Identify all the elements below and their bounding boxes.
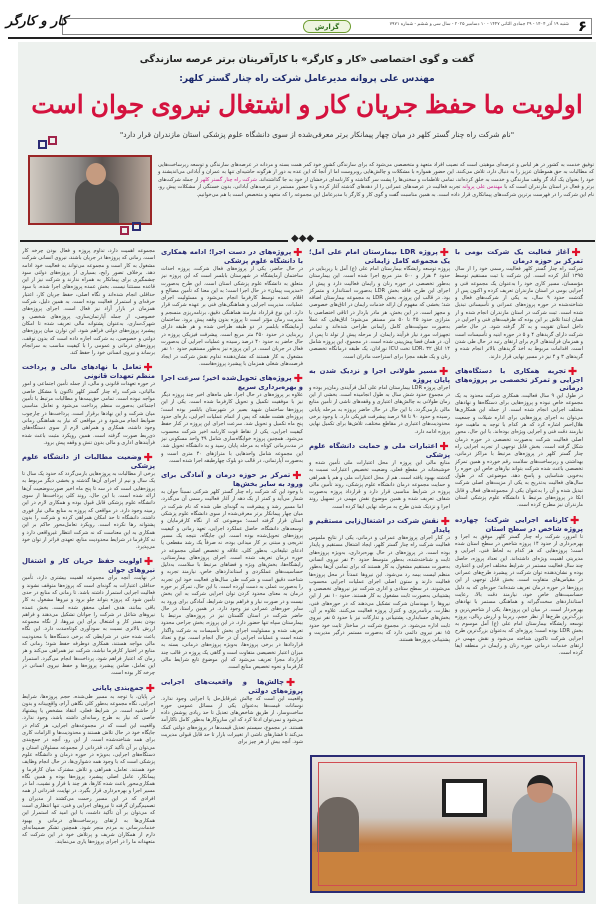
section-body: علاوه بر پروژه‌های در حال اجرا، طی ماه‌های اخیر چند پروژه دیگر نیز با موفقیت تکمیل و تحویل کارفرما شده است. یکی از این پروژه‌ها ساختمان شهید بصیر در شهرستان بابلسر بوده است؛ پروژه‌ای هشت طبقه که پس از اتمام عملیات اجرایی، بازه‌ای حدود پنج ماه تکمیل و تحویل شد. سرعت اجرای این پروژه در کنار حفظ کیفیت اجرایی، یکی از نقاط قوت کارنامه اخیر شرکت محسوب می‌شود. همچنین پروژه خوابگاه‌سازی شامل ۴۹ واحد مسکونی نیز در مدت‌زمانی کوتاه به مرحله پایان رسید و به دانشگاه تحویل شد. این مجموعه شامل واحدهایی با متراژهای ۴۰ متری است و به‌صورت آپارتمانی، در قالب دو بلوک چهارطبقه اجرا شده است. bbox=[161, 392, 303, 464]
decor-square-icon bbox=[38, 140, 47, 149]
section-heading: ✚تعامل با نهادهای مالی و پرداخت منظم تعهدات قانونی bbox=[22, 361, 155, 381]
red-cross-icon: ✚ bbox=[571, 248, 583, 259]
decor-square-icon bbox=[120, 226, 129, 235]
red-cross-icon: ✚ bbox=[293, 248, 303, 259]
article-subtitle: مهندس علی پروانه مدیرعامل شرکت راه چنار گستر کلهر: bbox=[179, 74, 435, 84]
meeting-photo bbox=[310, 755, 585, 893]
column-4 bbox=[22, 248, 155, 903]
column-2 bbox=[309, 248, 450, 745]
section-body: پروژه توسعه زایشگاه بیمارستان امام علی (ع) آمل با زیربنایی در حدود ۴ هزار و ۵۰۰ متر مربع اجرا شده است. این بیمارستان به‌طور تخصصی در حوزه زنان و زایمان فعالیت دارد و پیش از اجرای این طرح، فاقد بخش LDR به‌صورت استاندارد و متمرکز بود. در قالب این پروژه، بخش LDR به مجموعه بیمارستان اضافه شد؛ بخشی که مفهوم آن ارائه خدمات زایمان در اتاق‌های خصوصی و مجهز است. در این بخش، هر مادر باردار در اتاقی اختصاصی با متراژی حدود ۴۵ تا ۵۰ متر مستقر می‌شود؛ اتاق‌هایی که عملاً به‌صورت سوئیت‌های کامل زایمانی طراحی شده‌اند و تمامی تجهیزات مورد نیاز فرآیند زایمان، از مرحله پیش از تولد تا پس از آن، در همان فضا پیش‌بینی شده است. در مجموع، این پروژه شامل ۱۴ اتاق LDR، ۳۲ تخت ICU نوزادان، یک طبقه درمانگاه تخصصی زنان و یک طبقه مجزا برای استراحت مادران است. bbox=[309, 266, 450, 360]
column-3 bbox=[161, 248, 303, 903]
section-heading: ✚تجربه همکاری با دستگاه‌های اجرایی و تمرکز تخصصی بر پروژه‌های درمانی bbox=[455, 364, 583, 392]
section-heading: ✚پروژه‌های در دست اجرا؛ ادامه همکاری با دانشگاه علوم پزشکی bbox=[161, 248, 303, 265]
section-body: در طول این ۹ سال فعالیت، همکاری شرکت محدود به یک مجموعه خاص نبوده و پروژه‌هایی برای دستگاه‌ها و نهادهای مختلف اجرایی انجام شده است. از جمله این همکاری‌ها می‌توان به اجرای پروژه‌هایی برای اداره شیلات و جمعیت هلال‌احمر اشاره کرد که هر کدام با توجه به ماهیت خود نیازمند دقت فنی و اجرایی ویژه‌ای بوده‌اند. با این حال، محور اصلی فعالیت شرکت به‌صورت تخصصی در حوزه درمان شکل گرفته است. بخش قابل توجهی از تجربه اجرایی راه چنار گستر کلهر در پروژه‌های مرتبط با مراکز درمانی، بهداشتی و زیرساخت‌های سلامت رقم خورده و همین تمرکز تخصصی باعث شده شرکت بتواند نیازهای خاص این حوزه را به‌خوبی شناسایی و پاسخ دهد. موضوعی که در طول سال‌های فعالیت به‌تدریج به یکی از مزیت‌های اصلی شرکت تبدیل شده و آن را به‌عنوان یکی از مجموعه‌های فعال و قابل اتکا در پروژه‌های مرتبط با دانشگاه علوم پزشکی استان مازندران نیز مطرح کرده است. bbox=[455, 392, 583, 509]
section-heading: ✚نقش شرکت در اشتغال‌زایی مستقیم و پایدار bbox=[309, 515, 450, 535]
section-heading: ✚وضعیت مطالبات از دانشگاه علوم پزشکی bbox=[22, 451, 155, 471]
section-heading: ✚جمع‌بندی پایانی bbox=[92, 681, 155, 695]
header-rule bbox=[8, 37, 592, 39]
decor-square-icon bbox=[132, 222, 141, 231]
red-cross-icon: ✚ bbox=[439, 364, 450, 378]
section-heading: ✚کارنامه اجرایی شرکت؛ چهارده پروژه شاخص در سطح استان bbox=[455, 513, 583, 533]
company-name: شرکت راه چنار گستر کلهر bbox=[200, 176, 257, 183]
red-cross-icon: ✚ bbox=[286, 675, 303, 689]
section-heading: ✚چالش‌ها و واقعیت‌های اجرایی پروژه‌های دولتی bbox=[161, 675, 303, 695]
section-body: واقعیت این است که چالش غیرقابل‌حل یا اجرایی وجود ندارد. نوسانات قیمت‌ها به‌عنوان یکی از مسائل عمومی حوزه ساخت‌وساز، از طریق شاخص‌های تعدیل تا حد زیادی پوشش داده می‌شود و نمی‌توان ادعا کرد که این سازوکارها به‌طور کامل ناکارآمد هستند. در مجموع، سیستم تعدیل قیمت‌ها در پروژه‌های دولتی کمک می‌کند تا فشارهای ناشی از تغییرات بازار تا حد قابل قبولی مدیریت شود. آنچه بیش از هر چیز برای bbox=[161, 695, 303, 746]
portrait-photo bbox=[28, 155, 152, 225]
red-cross-icon: ✚ bbox=[143, 451, 155, 465]
newspaper-logo: کار و کارگر bbox=[6, 14, 68, 29]
section-body: در پایان، با توجه به مسیر طی‌شده، حجم پروژه‌ها، شرایط اجرایی، نگاه مجموعه به‌طور کلی نگاهی آرام، واقع‌بینانه و بدون از حاشیه است. در شرایط فعلی، انتقاد مشخص یا پیشنهاد خاصی که نیاز به طرح رسانه‌ای داشته باشد، وجود ندارد. واقعیت این است که در مجموعه‌های اجرایی، هر کدام در جایگاه خود در حال تلاش هستند و محدودیت‌ها و الزامات کاری برای همه شناخته‌شده است. از این رو، آنچه در جمع‌بندی می‌توان بر آن تأکید کرد، قدردانی از مجموعه مسئولان استان و دستگاه‌های اجرایی، به‌ویژه در حوزه درمان و دانشگاه علوم پزشکی است که با وجود همه دشواری‌ها، در حال انجام وظایف خود هستند. تعامل، همراهی و تلاش مشترک میان کارفرما و پیمانکار، عامل اصلی پیشبرد پروژه‌ها بوده و همین نگاه همکاری‌محور باعث شده کارها، هر چند با فراز و نشیب، اما در مسیر اجرا و بهره‌برداری قرار بگیرد. در نهایت، قدردانی از همه افرادی که در این مسیر زحمت می‌کشند از مدیران و تصمیم‌گیران گرفته تا نیروهای اجرایی و فنی، تنها انتظاری است که می‌توان بر آن تأکید داشت، با این امید که استمرار این همکاری‌ها به ارتقای زیرساخت‌های درمانی و بهبود خدمات‌رسانی به مردم منجر شود. همچنین تشکر صمیمانه‌ای دارم از همکاران شریف و پرتلاش خود در این شرکت که متعهدانه ما را در اجرای پروژه‌ها یاری می‌نمایند. bbox=[22, 693, 155, 846]
column-1 bbox=[455, 248, 583, 745]
section-badge: گزارش bbox=[303, 20, 351, 33]
section-heading: ✚اولویت حفظ جریان کار و اشتغال نیروهای جوان bbox=[22, 555, 155, 575]
section-body: در حال حاضر، یکی از پروژه‌های فعال شرکت، پروژه احداث ساختمان آزمایشگاه در شهرستان بابلسر است که این پروژه نیز متعلق به دانشگاه علوم پزشکی استان است. این طرح به‌صورت «مدیریت پیمان» در حال اجرا است؛ به این معنا که تأمین مصالح و اقلام عمده توسط کارفرما انجام می‌شود و مسئولیت اجرای عملیات، مدیریت اجرایی و هماهنگی‌های فنی بر عهده شرکت قرار دارد. این نوع قرارداد نیازمند هماهنگی دقیق، برنامه‌ریزی منسجم و مدیریت زمان مؤثر است تا پروژه بدون وقفه پیش برود. ساختمان آزمایشگاه بابلسر در دو طبقه طراحی شده و هر طبقه دارای زیربنایی در حدود ۴۵۰ متر مربع است. پیشرفت فیزیکی پروژه در حال حاضر به حدود ۴۰ درصد رسیده و عملیات اجرایی آن به‌صورت فعال در جریان است. در این پروژه نیز به‌طور مستقیم حدود ۱۰ نفر مشغول به کار هستند که نشان‌دهنده تداوم نقش شرکت در ایجاد فرصت‌های شغلی همزمان با پیشبرد پروژه‌هاست. bbox=[161, 266, 303, 367]
section-body: در حوزه تعهدات قانونی و مالی، از جمله تأمین اجتماعی و امور مالیاتی، شرکت راه چنار گستر کلهر تاکنون با مشکل خاصی مواجه نبوده است. تمامی حق‌بیمه‌ها و مطالبات مرتبط با تأمین اجتماعی به‌صورت منظم پرداخت می‌شود و تعامل مناسبی میان شرکت و این نهادها برقرار است. پرداخت‌ها در چارچوب ضوابط انجام می‌شود و در مواقعی که نیاز به هماهنگی زمانی وجود داشته، همکاری و همراهی لازم از سوی دستگاه‌های ذی‌ربط صورت گرفته است. همین رویکرد مثبت باعث شده فرآیندهای اداری و مالی بدون تنش و وقفه پیش برود. bbox=[22, 381, 155, 446]
article-intro: توفیق خدمت به کشور در هر لباس و عرصه‌ای موهبتی است که نصیب افراد متعهد و متخصصی می‌شود که برای سازندگی کشور خود کمر همت بسته و مردانه در عرصه‌های سازندگی و توسعه زیرساخت‌هایی که مطالبات به حق هموطنان عزیز را به دنبال دارد، تلاش می‌کنند. این حضور همواره با مشکلات و چالش‌هایی روبروست اما از آنجا که این عده به دور از هرگونه حاشیه‌ای تنها به عمران و آبادانی می‌اندیشند و خود را بعنوان یک آباد گر وقف سازندگی و خدمت به خلق کرده‌اند، تمامی تلاطمات و سختی‌ها را پشت سر گذاشته و کارنامه‌ای درخشان از خود به جا گذاشته‌اند. شرکت راه چنار گستر کلهر از جمله شرکت‌های برتر و فعال در استان مازندران است که با مهندس علی پروانه تجربه فعالیت در عرصه‌های عمرانی را از دهه‌های گذشته آغاز کرده و با حضور مستمر در عرصه‌های آبادانی، بدون خستگی از مشکلات پیش رو، نام این شرکت را در فهرست برترین شرکت‌های پیمانکاری قرار داده است. به همین مناسبت گفت و گوی کار و کارگر با مدیرعامل این مجموعه را که متعهد و متخصص است با هم می‌خوانیم. bbox=[158, 162, 595, 198]
date-line: شنبه ۱۹ آذر ۱۴۰۴ - ۲۹ جمادی الثانی ۱۴۴۷ - ۱۰ دسامبر ۲۰۲۵ - سال سی و ششم - شماره ۷۹۷۱ bbox=[389, 21, 569, 26]
article-headline: اولویت ما حفظ جریان کار و اشتغال نیروی جوان است bbox=[31, 91, 583, 119]
person-name: مهندس علی پروانه bbox=[462, 184, 503, 191]
decor-square-icon bbox=[48, 136, 57, 145]
section-heading: ✚مسیر طولانی اجرا و نزدیک شدن به پایان پروژه bbox=[309, 364, 450, 384]
section-heading: ✚پروژه‌های تحویل‌شده اخیر؛ سرعت اجرا و بهره‌برداری سریع bbox=[161, 372, 303, 392]
section-body: تا امروز، شرکت راه چنار گستر کلهر موفق به اجرا و بهره‌برداری از حدود ۱۴ پروژه شاخص در سطح استان شده است؛ پروژه‌هایی که هر کدام به لحاظ فنی، اجرایی و مدیریتی اهمیت ویژه‌ای داشته‌اند. این تعداد پروژه، حاصل چند سال فعالیت مستمر در شرایط مختلف اجرایی و اعتباری بوده و نشان‌دهنده توان شرکت در پیشبرد طرح‌های عمرانی در مقیاس‌های متفاوت است. بخش قابل توجهی از این پروژه‌ها در حوزه درمان تعریف شده‌اند؛ حوزه‌ای که به دلیل حساسیت‌های خاص خود، نیازمند دقت بالا، رعایت استانداردهای سخت‌گیرانه و هماهنگی مستمر با نهادهای بهره‌بردار است. در میان این پروژه‌ها، یکی از شاخص‌ترین و بزرگ‌ترین طرح‌ها از نظر حجم، زیربنا و ارزش ریالی، پروژه توسعه زایشگاه بیمارستان امام علی (ع) آمل موسوم به بخش LDR بوده است؛ پروژه‌ای که به‌عنوان بزرگ‌ترین طرح اجرایی شرکت تاکنون شناخته می‌شود و نقش مهمی در ارتقای خدمات درمانی حوزه زنان و زایمان در منطقه ایفا کرده است. bbox=[455, 533, 583, 657]
page-number: ۶ bbox=[577, 17, 587, 35]
section-body: منابع مالی این پروژه از محل اعتبارات ملی تأمین شده و خوشبختانه در مقطع فعلی، وضعیت تخصیص اعتبارات نسبت به گذشته بهبود یافته است. هم از محل اعتبارات ملی و هم با همراهی و حمایت مجموعه درمان دانشگاه علوم پزشکی، روند تأمین مالی پروژه در شرایط مناسبی قرار دارد و قرارداد پروژه به‌صورت شفاف تعریف شده و همین موضوع نقش مهمی در تسهیل روند اجرا و نزدیک شدن طرح به مرحله نهایی ایفا کرده است. bbox=[309, 459, 450, 510]
section-body: در نهایت، آنچه برای مجموعه اهمیت بیشتری دارد، تأمین حداقلی اعتبارات به گونه‌ای است که پروژه‌ها متوقف نشوند و فعالیت اجرایی استمرار داشته باشد. تا زمانی که منابع در حدی تأمین شود که پروژه بتواند جلو برود و نیروها مشغول به کار باقی بمانند، هدف اصلی محقق شده است. بخش عمده نیروهای شاغل در شرکت را جوانان تشکیل می‌دهند و فراهم بودن بستر کار و اشتغال برای این نیروها، از نگاه مجموعه ارزش بالاتری نسبت به سودآوری کوتاه‌مدت دارد. این نگاه باعث شده حتی در شرایطی که برخی دستگاه‌ها با محدودیت مالی مواجه هستند، همکاری دوطرفه حفظ شود؛ زمانی که منابع در اختیار کارفرما نباشد، شرکت نیز همراهی می‌کند و هر زمان که اعتبار فراهم شود، پرداخت‌ها انجام می‌گیرد. استمرار این تعامل، ضامن پیشبرد پروژه‌ها و حفظ نیروی انسانی در چرخه کار بوده است. bbox=[22, 575, 155, 677]
section-body: مجموعه اهمیت دارد، تداوم پروژه و فعال بودن چرخه کار است. زمانی که پروژه‌ها در جریان باشند، نیروی انسانی شرکت مشغول به کار است و مجموعه می‌تواند به فعالیت خود ادامه دهد. برخلاف تصور رایج، بسیاری از پروژه‌های دولتی سود چشمگیری برای پیمانکار به همراه ندارند و شرکت نیز از این قاعده مستثنا نیست. بخش عمده پروژه‌های اجرا شده، با سود حداقلی انجام شده‌اند و نگاه اصلی، حفظ جریان کار، اعتبار حرفه‌ای و استمرار فعالیت بوده است. به همین دلیل، شرکت همزمان در بازار آزاد نیز فعال است. اجرای پروژه‌های خصوصی، از جمله آپارتمان‌سازی، پروژه‌های شخصی و شهرک‌سازی، به‌عنوان پشتوانه مالی تعریف شده تا امکان پیشبرد پروژه‌های دولتی فراهم شود. این توازن میان پروژه‌های دولتی و خصوصی، به شرکت اجازه داده است که بدون توقف، پروژه‌های درمانی و عمومی را با کیفیت مناسب به سرانجام برساند و نیروی انسانی خود را حفظ کند. bbox=[22, 248, 155, 357]
red-cross-icon: ✚ bbox=[570, 513, 583, 527]
article-kicker: گفت و گوی اختصاصی «کار و کارگر» با کارآفرینان برتر عرصه سازندگی bbox=[139, 54, 475, 65]
section-heading: ✚تمرکز بر حوزه درمان و آمادگی برای ورود به سایر بخش‌ها bbox=[161, 469, 303, 489]
section-heading: ✚اعتبارات ملی و حمایت دانشگاه علوم پزشکی bbox=[309, 439, 450, 459]
section-heading: ✚پروژه LDR بیمارستان امام علی آمل؛ یک مجموعه کامل زایمانی bbox=[309, 248, 450, 265]
red-cross-icon: ✚ bbox=[143, 361, 155, 375]
section-body: برخی از مطالبات به پروژه‌هایی بازمی‌گردد که حدود یک سال تا یک سال و نیم از اجرای آن‌ها گذشته و بخشی دیگر مربوط به پروژه‌هایی است که در سه تا پنج ماه اخیر صورت‌وضعیت آن‌ها ارائه شده است. با این حال، روند کلی پرداخت‌ها از سوی دانشگاه علوم پزشکی قابل قبول بوده و همکاری لازم در این زمینه وجود دارد. در مواقعی که پروژه به منابع مالی نیاز فوری داشته، دانشگاه تا حد امکان همراهی کرده و شرکت را بدون پشتوانه رها نکرده است. رویکرد تعامل‌محور حاکم بر این همکاری به این معناست که نه شرکت انتظار غیرواقعی دارد و نه کارفرما در شرایط محدودیت منابع، تعهدی فراتر از توان خود می‌پذیرد. bbox=[22, 471, 155, 551]
section-heading: ✚آغاز فعالیت یک شرکت بومی با تمرکز بر حوزه درمان bbox=[455, 248, 583, 265]
red-cross-icon: ✚ bbox=[293, 372, 303, 386]
section-body: اجرای پروژه LDR بیمارستان امام علی آمل فرآیندی زمان‌بر بوده و در مجموع حدود شش سال به طول انجامیده است. بخشی از این زمان طولانی به چالش‌های اعتباری و وقفه‌های ناشی از تأمین منابع مالی بازمی‌گردد. با این حال در حال حاضر پروژه به مرحله پایانی رسیده و حدود ۹۰ تا ۹۸ درصد پیشرفت فیزیکی دارد. با وجود برخی محدودیت‌های اعتباری در مقاطع مختلف، تلاش‌ها برای تکمیل نهایی پروژه ادامه دارد. bbox=[309, 384, 450, 435]
red-cross-icon: ✚ bbox=[145, 681, 155, 695]
red-cross-icon: ✚ bbox=[439, 248, 450, 259]
red-cross-icon: ✚ bbox=[143, 555, 155, 569]
page-header bbox=[62, 18, 592, 35]
section-body: در کنار اجرای پروژه‌های عمرانی و درمانی، یکی از نتایج ملموس فعالیت شرکت راه چنار گستر کلهر، ایجاد اشتغال مستقیم و پایدار بوده است. در پروژه‌های در حال بهره‌برداری، به‌ویژه پروژه‌های ثابت و شناخته‌شده، به‌طور متوسط حدود ۳۰ نفر نیروی انسانی به‌صورت مستقیم مشغول به کار هستند که برای تمامی آن‌ها به‌طور منظم لیست بیمه رد می‌شود. این نیروها عمدتاً در محل پروژه‌ها فعالیت دارند و ستون اصلی اجرای عملیات اجرایی محسوب می‌شوند. در سطح ستادی و اداری شرکت نیز نیروهای تخصصی و پشتیبانی به‌صورت ثابت مشغول به کار هستند. حدود ۱۰ نفر از این نیروها را مهندسان شرکت تشکیل می‌دهند که در حوزه‌های فنی، نظارت، برنامه‌ریزی و کنترل پروژه فعالیت می‌کنند. علاوه بر آن، بخش‌های حسابداری، پشتیبانی و تدارکات نیز با حدود ۵ نفر نیروی ثابت اداره می‌شود. در مجموع شرکت در ساختار ثابت خود حدود ۱۵ نفر نیروی دائمی دارد که به‌صورت مستمر درگیر مدیریت و پشتیبانی پروژه‌ها هستند. bbox=[309, 535, 450, 644]
section-body: شرکت راه چنار گستر کلهر فعالیت رسمی خود را از سال ۱۳۹۵ آغاز کرده است. این شرکت با ثبت مستقیم توسط مؤسسان، مسیر کاری خود را به‌عنوان یک مجموعه فنی و اجرایی بومی در استان مازندران تعریف کرده و اکنون پس از گذشت حدود ۹ سال، به یکی از شرکت‌های فعال و شناخته‌شده در حوزه پروژه‌های عمرانی و تأسیساتی تبدیل شده است. ثبت شرکت در استان مازندران انجام شده و از همان ابتدا تلاش بر این بوده که ظرفیت‌های فنی و اجرایی در داخل استان تقویت و به کار گرفته شود. در حال حاضر شرکت دارای گریدهای ۴ و ۵ در حوزه ابنیه و تأسیسات است و همزمان فرآیندهای لازم برای ارتقای رتبه در حال طی شدن است. اقدامات مربوط به اخذ گریدهای بالاتر انجام شده و گریدهای ۳ و ۴ نیز در مسیر نهایی قرار دارند. bbox=[455, 266, 583, 360]
red-cross-icon: ✚ bbox=[292, 469, 303, 483]
ornament-icon: ◆◆◆ bbox=[288, 234, 317, 244]
red-cross-icon: ✚ bbox=[439, 439, 450, 453]
article-quote: "نام شرکت راه چنار گستر کلهر در میان چهار پیمانکار برتر معرفی‌شده از سوی دانشگاه علوم پزشکی استان مازندران قرار دارد" bbox=[119, 130, 515, 139]
red-cross-icon: ✚ bbox=[567, 364, 583, 378]
red-cross-icon: ✚ bbox=[440, 515, 450, 529]
section-body: با وجود این که شرکت راه چنار گستر کلهر شرکتی نسبتاً جوان به شمار می‌آید و کمتر از یک دهه از آغاز فعالیت رسمی آن می‌گذرد، اما مسیر رشد و پیشرفت به گونه‌ای طی شده که نام شرکت در میان چهار پیمانکار برتر معرفی‌شده از سوی دانشگاه علوم پزشکی استان قرار گرفته است؛ موضوعی که از نگاه کارفرمایان و توسعه‌های دانشگاه، حاصل عملکرد اجرایی، تعهد زمانی و کیفیت پروژه‌های تحویل‌شده بوده است. این جایگاه، نتیجه یک مسیر تدریجی و مبتنی بر کار میدانی بوده، نه صرفاً یک رشد مقطعی یا ادعای تبلیغاتی. به‌طور کلی، علاقه و تخصص اصلی مجموعه در حوزه درمان تعریف شده است. اجرای پروژه‌های بیمارستانی، زایشگاه‌ها، بخش‌های ویژه و فضاهای مرتبط با سلامت، به‌دلیل حساسیت‌های عملکردی و استانداردهای خاص، نیازمند تجربه و شناخت دقیق است و شرکت طی سال‌های فعالیت خود این تجربه را به‌صورت عملی به دست آورده است. با این حال، تمرکز بر حوزه درمان به معنای محدود کردن توان اجرایی شرکت به این بخش نیست و در صورت نیاز و فراهم بودن شرایط، آمادگی برای ورود به سایر حوزه‌های عمرانی نیز وجود دارد. در همین راستا، در حال حاضر شرکت در استان گلستان نیز در پروژه‌های مرتبط با بیمارستان سپاه تنها حضور دارد. در این پروژه، بخش جراحی محدود تعریف شده و مسئولیت اجرای بخش تأسیسات به شرکت واگذار شده است و عملیات اجرایی آن در حال انجام است. نوع و تعداد قراردادها در برخی پروژه‌ها، به‌ویژه پروژه‌های درمانی، بسته به میزان اعتبار تخصیصی متفاوت است و گاهی یک پروژه در قالب چند قرارداد مجزا تعریف می‌شود که این موضوع تابع شرایط مالی کارفرما و نحوه تخصیص منابع است. bbox=[161, 489, 303, 671]
